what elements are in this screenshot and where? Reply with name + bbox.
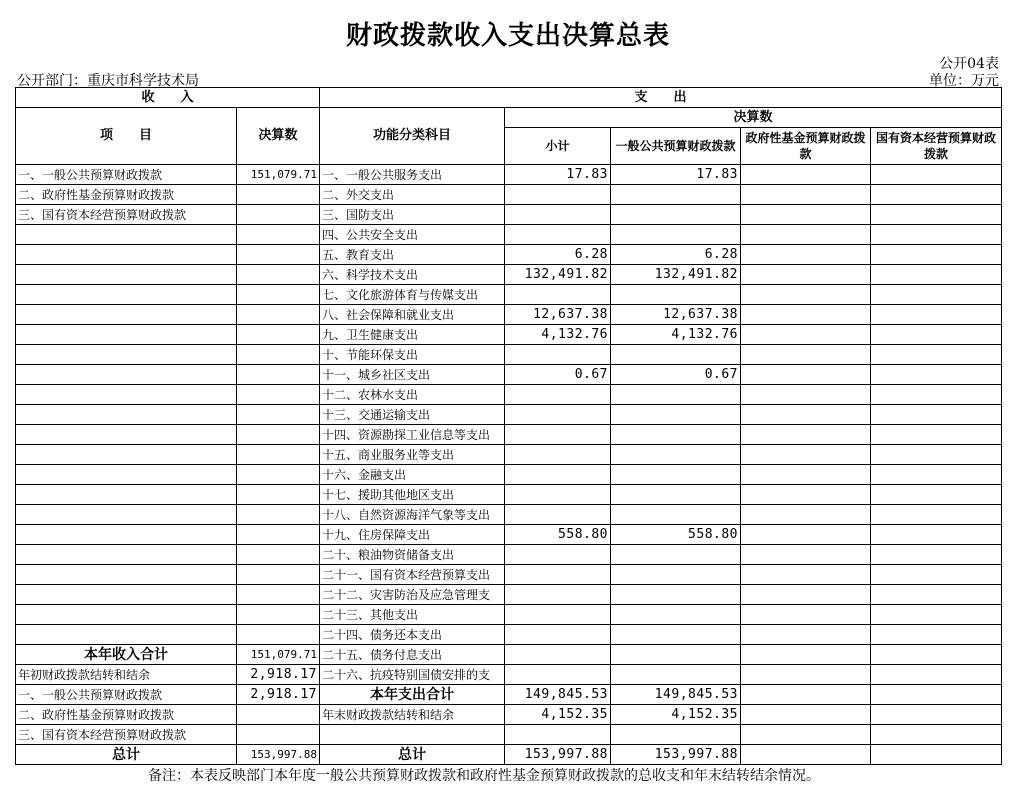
expense-general xyxy=(611,485,741,505)
table-row xyxy=(16,285,1002,305)
expense-capital xyxy=(871,445,1002,465)
income-amount xyxy=(237,405,320,425)
income-amount xyxy=(237,225,320,245)
income-header: 收 入 xyxy=(16,88,320,108)
expense-fund xyxy=(741,445,871,465)
expense-item: 二十、粮油物资储备支出 xyxy=(320,545,505,565)
income-amount xyxy=(237,185,320,205)
general-budget-header: 一般公共预算财政拨款 xyxy=(611,128,741,165)
table-row xyxy=(16,665,1002,685)
expense-fund xyxy=(741,605,871,625)
expense-item: 十九、住房保障支出 xyxy=(320,525,505,545)
expense-general: 558.80 xyxy=(611,525,741,545)
expense-general xyxy=(611,345,741,365)
income-item xyxy=(16,525,237,545)
expense-item: 一、一般公共服务支出 xyxy=(320,165,505,185)
expense-header: 支 出 xyxy=(320,88,1002,108)
income-item xyxy=(16,305,237,325)
final-amount-header: 决算数 xyxy=(505,108,1002,128)
table-row xyxy=(16,525,1002,545)
expense-general xyxy=(611,225,741,245)
unit-label: 单位：万元 xyxy=(929,73,999,89)
expense-capital xyxy=(871,485,1002,505)
income-amount xyxy=(237,265,320,285)
expense-capital xyxy=(871,185,1002,205)
income-item xyxy=(16,605,237,625)
expense-item: 七、文化旅游体育与传媒支出 xyxy=(320,285,505,305)
expense-capital xyxy=(871,545,1002,565)
expense-general: 132,491.82 xyxy=(611,265,741,285)
budget-table xyxy=(15,87,1002,765)
table-row xyxy=(16,165,1002,185)
expense-subtotal xyxy=(505,445,611,465)
year-end-subtotal: 4,152.35 xyxy=(505,705,611,725)
report-title: 财政拨款收入支出决算总表 xyxy=(345,21,670,51)
income-amount: 151,079.71 xyxy=(237,165,320,185)
table-row xyxy=(16,345,1002,365)
table-row xyxy=(16,325,1002,345)
expense-fund xyxy=(741,625,871,645)
department-label: 公开部门：重庆市科学技术局 xyxy=(17,73,199,89)
item-header: 项 目 xyxy=(16,108,237,165)
income-item xyxy=(16,325,237,345)
subtotal-header: 小计 xyxy=(505,128,611,165)
carry-capital-label: 三、国有资本经营预算财政拨款 xyxy=(16,725,237,745)
expense-subtotal xyxy=(505,285,611,305)
expense-total-general: 149,845.53 xyxy=(611,685,741,705)
grand-total-label: 总计 xyxy=(16,745,237,765)
expense-subtotal xyxy=(505,465,611,485)
expense-general: 12,637.38 xyxy=(611,305,741,325)
expense-subtotal xyxy=(505,485,611,505)
year-end-general: 4,152.35 xyxy=(611,705,741,725)
table-row xyxy=(16,645,1002,665)
income-amount xyxy=(237,525,320,545)
expense-capital xyxy=(871,625,1002,645)
table-row xyxy=(16,485,1002,505)
income-amount xyxy=(237,445,320,465)
expense-item: 二十三、其他支出 xyxy=(320,605,505,625)
expense-fund xyxy=(741,385,871,405)
income-amount xyxy=(237,345,320,365)
expense-capital xyxy=(871,325,1002,345)
table-row xyxy=(16,745,1002,765)
expense-general xyxy=(611,505,741,525)
income-item xyxy=(16,285,237,305)
expense-item: 三、国防支出 xyxy=(320,205,505,225)
expense-item: 二十六、抗疫特别国债安排的支 xyxy=(320,665,505,685)
expense-capital xyxy=(871,525,1002,545)
expense-subtotal xyxy=(505,225,611,245)
expense-general xyxy=(611,465,741,485)
expense-subtotal xyxy=(505,425,611,445)
expense-fund xyxy=(741,485,871,505)
year-end-label: 年末财政拨款结转和结余 xyxy=(320,705,505,725)
income-amount xyxy=(237,305,320,325)
income-amount xyxy=(237,485,320,505)
expense-capital xyxy=(871,605,1002,625)
carry-general-amount: 2,918.17 xyxy=(237,685,320,705)
expense-capital xyxy=(871,305,1002,325)
carryover-label: 年初财政拨款结转和结余 xyxy=(16,665,237,685)
income-item xyxy=(16,365,237,385)
expense-general xyxy=(611,285,741,305)
grand-subtotal: 153,997.88 xyxy=(505,745,611,765)
expense-subtotal: 4,132.76 xyxy=(505,325,611,345)
expense-capital xyxy=(871,465,1002,485)
table-row xyxy=(16,605,1002,625)
footnote: 备注：本表反映部门本年度一般公共预算财政拨款和政府性基金预算财政拨款的总收支和年末结转结余情况。 xyxy=(148,768,820,784)
income-item xyxy=(16,625,237,645)
income-amount xyxy=(237,545,320,565)
expense-item: 六、科学技术支出 xyxy=(320,265,505,285)
table-row xyxy=(16,625,1002,645)
table-row xyxy=(16,565,1002,585)
table-row xyxy=(16,245,1002,265)
expense-item: 十七、援助其他地区支出 xyxy=(320,485,505,505)
expense-fund xyxy=(741,325,871,345)
expense-fund xyxy=(741,425,871,445)
income-amount xyxy=(237,605,320,625)
expense-fund xyxy=(741,225,871,245)
expense-item: 十四、资源勘探工业信息等支出 xyxy=(320,425,505,445)
expense-capital xyxy=(871,265,1002,285)
form-code: 公开04表 xyxy=(939,56,999,72)
expense-total-subtotal: 149,845.53 xyxy=(505,685,611,705)
income-item xyxy=(16,425,237,445)
expense-subtotal xyxy=(505,405,611,425)
expense-general xyxy=(611,385,741,405)
table-row xyxy=(16,305,1002,325)
expense-fund xyxy=(741,525,871,545)
carryover-amount: 2,918.17 xyxy=(237,665,320,685)
expense-subtotal xyxy=(505,345,611,365)
income-item xyxy=(16,445,237,465)
expense-subtotal xyxy=(505,505,611,525)
carry-fund-label: 二、政府性基金预算财政拨款 xyxy=(16,705,237,725)
income-amount xyxy=(237,325,320,345)
expense-subtotal xyxy=(505,205,611,225)
expense-fund xyxy=(741,305,871,325)
table-row xyxy=(16,725,1002,745)
expense-subtotal xyxy=(505,385,611,405)
expense-fund xyxy=(741,185,871,205)
expense-capital xyxy=(871,245,1002,265)
expense-capital xyxy=(871,365,1002,385)
expense-item: 五、教育支出 xyxy=(320,245,505,265)
table-row xyxy=(16,545,1002,565)
table-row xyxy=(16,685,1002,705)
income-amount xyxy=(237,625,320,645)
expense-item: 四、公共安全支出 xyxy=(320,225,505,245)
expense-fund xyxy=(741,545,871,565)
state-capital-header: 国有资本经营预算财政拨款 xyxy=(871,128,1002,165)
expense-subtotal xyxy=(505,585,611,605)
income-item xyxy=(16,245,237,265)
expense-item: 二十四、债务还本支出 xyxy=(320,625,505,645)
table-row xyxy=(16,705,1002,725)
expense-capital xyxy=(871,425,1002,445)
expense-subtotal xyxy=(505,605,611,625)
expense-capital xyxy=(871,285,1002,305)
income-item xyxy=(16,345,237,365)
expense-item: 二、外交支出 xyxy=(320,185,505,205)
expense-capital xyxy=(871,385,1002,405)
grand-general: 153,997.88 xyxy=(611,745,741,765)
income-amount xyxy=(237,505,320,525)
income-total-amount: 151,079.71 xyxy=(237,645,320,665)
expense-general: 0.67 xyxy=(611,365,741,385)
expense-capital xyxy=(871,205,1002,225)
income-amount xyxy=(237,465,320,485)
expense-fund xyxy=(741,465,871,485)
table-row xyxy=(16,225,1002,245)
income-amount xyxy=(237,205,320,225)
expense-fund xyxy=(741,285,871,305)
expense-item: 八、社会保障和就业支出 xyxy=(320,305,505,325)
expense-general xyxy=(611,205,741,225)
expense-capital xyxy=(871,405,1002,425)
grand-expense-label: 总计 xyxy=(320,745,505,765)
expense-capital xyxy=(871,585,1002,605)
table-row xyxy=(16,445,1002,465)
expense-general: 4,132.76 xyxy=(611,325,741,345)
table-row xyxy=(16,505,1002,525)
expense-subtotal: 6.28 xyxy=(505,245,611,265)
expense-item: 二十二、灾害防治及应急管理支 xyxy=(320,585,505,605)
table-row xyxy=(16,585,1002,605)
expense-general xyxy=(611,625,741,645)
income-amount xyxy=(237,385,320,405)
expense-item: 十一、城乡社区支出 xyxy=(320,365,505,385)
expense-capital xyxy=(871,345,1002,365)
expense-capital xyxy=(871,565,1002,585)
expense-item: 十、节能环保支出 xyxy=(320,345,505,365)
income-item xyxy=(16,265,237,285)
income-item xyxy=(16,225,237,245)
expense-fund xyxy=(741,245,871,265)
expense-subtotal xyxy=(505,185,611,205)
income-amount xyxy=(237,245,320,265)
func-subject-header: 功能分类科目 xyxy=(320,108,505,165)
expense-capital xyxy=(871,505,1002,525)
expense-subtotal xyxy=(505,545,611,565)
expense-fund xyxy=(741,585,871,605)
table-row xyxy=(16,365,1002,385)
table-row xyxy=(16,185,1002,205)
expense-capital xyxy=(871,165,1002,185)
table-row xyxy=(16,265,1002,285)
expense-item: 二十一、国有资本经营预算支出 xyxy=(320,565,505,585)
income-amount xyxy=(237,425,320,445)
expense-item: 十八、自然资源海洋气象等支出 xyxy=(320,505,505,525)
gov-fund-header: 政府性基金预算财政拨款 xyxy=(741,128,871,165)
income-item xyxy=(16,505,237,525)
expense-general xyxy=(611,185,741,205)
expense-subtotal: 17.83 xyxy=(505,165,611,185)
income-item xyxy=(16,465,237,485)
income-item: 三、国有资本经营预算财政拨款 xyxy=(16,205,237,225)
expense-subtotal: 0.67 xyxy=(505,365,611,385)
income-item: 二、政府性基金预算财政拨款 xyxy=(16,185,237,205)
income-total-label: 本年收入合计 xyxy=(16,645,237,665)
expense-subtotal xyxy=(505,625,611,645)
income-amount xyxy=(237,565,320,585)
expense-fund xyxy=(741,365,871,385)
expense-subtotal xyxy=(505,565,611,585)
expense-item: 十六、金融支出 xyxy=(320,465,505,485)
expense-general xyxy=(611,545,741,565)
expense-item: 十五、商业服务业等支出 xyxy=(320,445,505,465)
expense-general xyxy=(611,405,741,425)
expense-fund xyxy=(741,265,871,285)
income-amount xyxy=(237,585,320,605)
expense-fund xyxy=(741,345,871,365)
expense-general xyxy=(611,445,741,465)
table-row xyxy=(16,465,1002,485)
expense-item: 二十五、债务付息支出 xyxy=(320,645,505,665)
expense-item: 十二、农林水支出 xyxy=(320,385,505,405)
income-item xyxy=(16,485,237,505)
expense-subtotal: 12,637.38 xyxy=(505,305,611,325)
expense-general xyxy=(611,565,741,585)
income-item xyxy=(16,405,237,425)
expense-fund xyxy=(741,205,871,225)
expense-general: 6.28 xyxy=(611,245,741,265)
amount-header: 决算数 xyxy=(237,108,320,165)
expense-general xyxy=(611,605,741,625)
expense-fund xyxy=(741,405,871,425)
expense-fund xyxy=(741,505,871,525)
income-item xyxy=(16,565,237,585)
income-item xyxy=(16,545,237,565)
income-item: 一、一般公共预算财政拨款 xyxy=(16,165,237,185)
income-amount xyxy=(237,285,320,305)
table-row xyxy=(16,385,1002,405)
income-item xyxy=(16,585,237,605)
expense-fund xyxy=(741,565,871,585)
expense-subtotal: 558.80 xyxy=(505,525,611,545)
expense-item: 九、卫生健康支出 xyxy=(320,325,505,345)
form-code-row xyxy=(15,53,1001,70)
carry-general-label: 一、一般公共预算财政拨款 xyxy=(16,685,237,705)
report-sheet xyxy=(15,15,1001,787)
expense-general xyxy=(611,425,741,445)
expense-subtotal: 132,491.82 xyxy=(505,265,611,285)
expense-general xyxy=(611,585,741,605)
expense-total-label: 本年支出合计 xyxy=(320,685,505,705)
income-item xyxy=(16,385,237,405)
expense-item: 十三、交通运输支出 xyxy=(320,405,505,425)
grand-income-amount: 153,997.88 xyxy=(237,745,320,765)
expense-fund xyxy=(741,165,871,185)
income-amount xyxy=(237,365,320,385)
expense-capital xyxy=(871,225,1002,245)
table-row xyxy=(16,425,1002,445)
table-row xyxy=(16,405,1002,425)
expense-general: 17.83 xyxy=(611,165,741,185)
department-row xyxy=(15,70,1001,87)
table-row xyxy=(16,205,1002,225)
